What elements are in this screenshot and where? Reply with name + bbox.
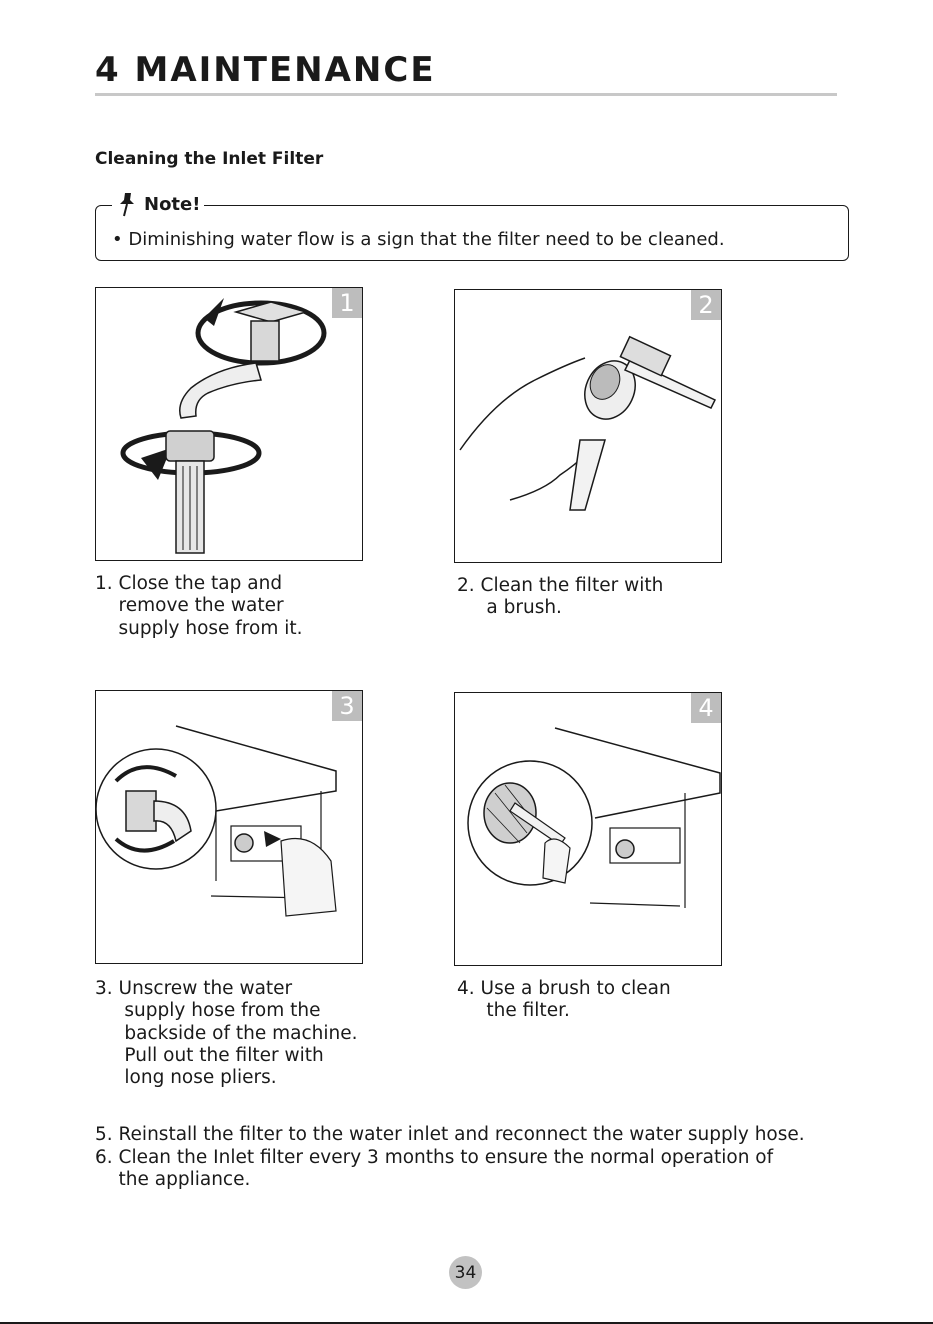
additional-steps: 5. Reinstall the filter to the water inlet and reconnect the water supply hose. 6. Clean the Inlet filter every 3 months to ensure the normal operation of the appliance. bbox=[95, 1124, 805, 1190]
note-label: Note! bbox=[144, 193, 201, 215]
step-badge-4: 4 bbox=[691, 693, 721, 723]
step-3-illustration bbox=[95, 690, 363, 964]
pushpin-icon bbox=[116, 191, 138, 217]
note-label-group bbox=[112, 191, 204, 217]
step-4-illustration bbox=[454, 692, 722, 966]
note-bullet-text: • Diminishing water flow is a sign that the filter need to be cleaned. bbox=[112, 229, 725, 250]
brush-clean-drawing bbox=[455, 693, 723, 967]
step-2-caption: 2. Clean the filter with a brush. bbox=[457, 575, 664, 619]
step-2-illustration bbox=[454, 289, 722, 563]
step-badge-3: 3 bbox=[332, 691, 362, 721]
step-3-caption: 3. Unscrew the water supply hose from the backside of the machine. Pull out the filter with long nose pliers. bbox=[95, 978, 358, 1089]
step-badge-2: 2 bbox=[691, 290, 721, 320]
brush-filter-drawing bbox=[455, 290, 723, 564]
page-title: 4 MAINTENANCE bbox=[95, 50, 436, 90]
unscrew-hose-drawing bbox=[96, 691, 364, 965]
step-1-illustration bbox=[95, 287, 363, 561]
tap-hose-drawing bbox=[96, 288, 364, 562]
page-number: 34 bbox=[449, 1256, 482, 1289]
step-1-caption: 1. Close the tap and remove the water supply hose from it. bbox=[95, 573, 303, 639]
section-heading: Cleaning the Inlet Filter bbox=[95, 149, 324, 169]
step-badge-1: 1 bbox=[332, 288, 362, 318]
title-divider bbox=[95, 93, 837, 96]
step-4-caption: 4. Use a brush to clean the filter. bbox=[457, 978, 671, 1022]
